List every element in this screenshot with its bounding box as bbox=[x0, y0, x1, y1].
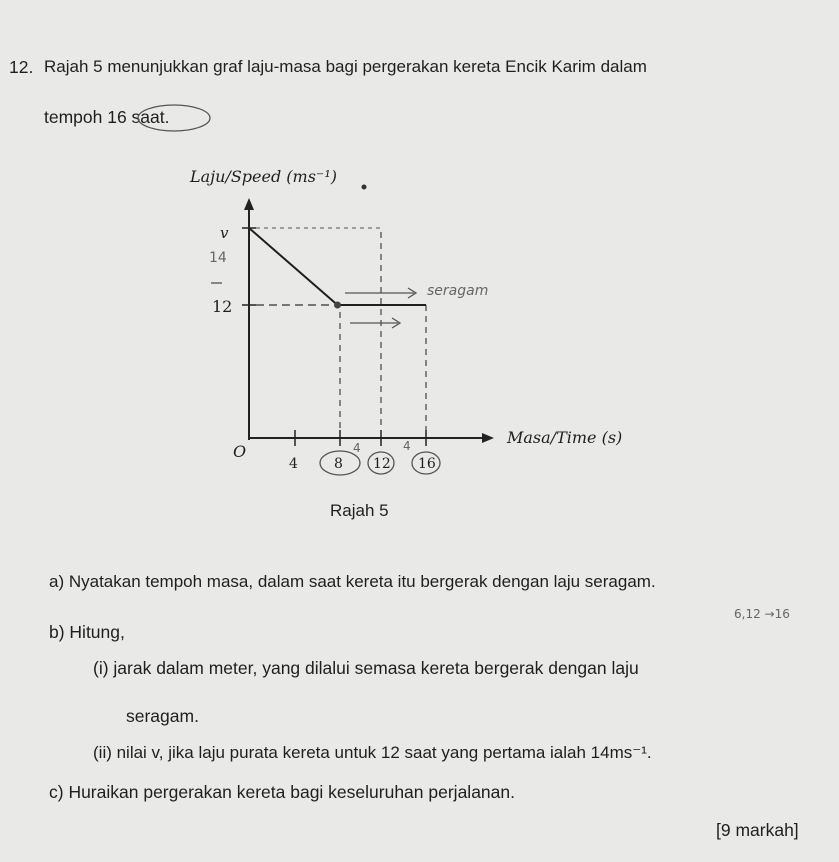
part-b-i-line2: seragam. bbox=[126, 706, 199, 726]
question-text-line2: tempoh 16 saat. bbox=[44, 107, 170, 127]
question-text-line1: Rajah 5 menunjukkan graf laju-masa bagi pergerakan kereta Encik Karim dalam bbox=[44, 57, 647, 76]
pencil-dot bbox=[362, 185, 367, 190]
part-c: c) Huraikan pergerakan kereta bagi keseluruhan perjalanan. bbox=[49, 782, 515, 802]
part-b: b) Hitung, bbox=[49, 622, 125, 642]
circle-16-saat bbox=[138, 105, 210, 131]
y-tick-v: v bbox=[220, 224, 229, 242]
x-tick-8: 8 bbox=[334, 456, 343, 472]
part-b-i-line1: (i) jarak dalam meter, yang dilalui semasa kereta bergerak dengan laju bbox=[93, 658, 639, 678]
y-tick-12: 12 bbox=[212, 297, 233, 316]
marks: [9 markah] bbox=[716, 820, 799, 840]
y-axis-arrow bbox=[244, 198, 254, 210]
handwritten-4a: 4 bbox=[353, 441, 361, 455]
x-axis-arrow bbox=[482, 433, 494, 443]
x-axis-label: Masa/Time (s) bbox=[507, 428, 623, 447]
handwritten-14: 14 bbox=[209, 250, 227, 266]
drop-lines bbox=[340, 232, 426, 436]
pencil-circles bbox=[138, 105, 440, 475]
handwritten-4b: 4 bbox=[403, 439, 411, 453]
handwritten-margin-note: 6,12 →16 bbox=[734, 607, 790, 621]
x-tick-16: 16 bbox=[418, 456, 436, 472]
figure-caption: Rajah 5 bbox=[330, 501, 389, 520]
handwritten-seragam: seragam bbox=[427, 283, 489, 299]
question-number: 12. bbox=[9, 57, 34, 77]
data-point-1 bbox=[334, 302, 341, 309]
series-layer bbox=[249, 228, 426, 309]
part-b-ii: (ii) nilai v, jika laju purata kereta untuk 12 saat yang pertama ialah 14ms⁻¹. bbox=[93, 743, 652, 762]
x-tick-4: 4 bbox=[289, 456, 298, 472]
origin-label: O bbox=[233, 442, 247, 461]
x-tick-12: 12 bbox=[373, 456, 391, 472]
part-a: a) Nyatakan tempoh masa, dalam saat kereta itu bergerak dengan laju seragam. bbox=[49, 572, 656, 591]
y-axis-label: Laju/Speed (ms⁻¹) bbox=[190, 167, 338, 186]
